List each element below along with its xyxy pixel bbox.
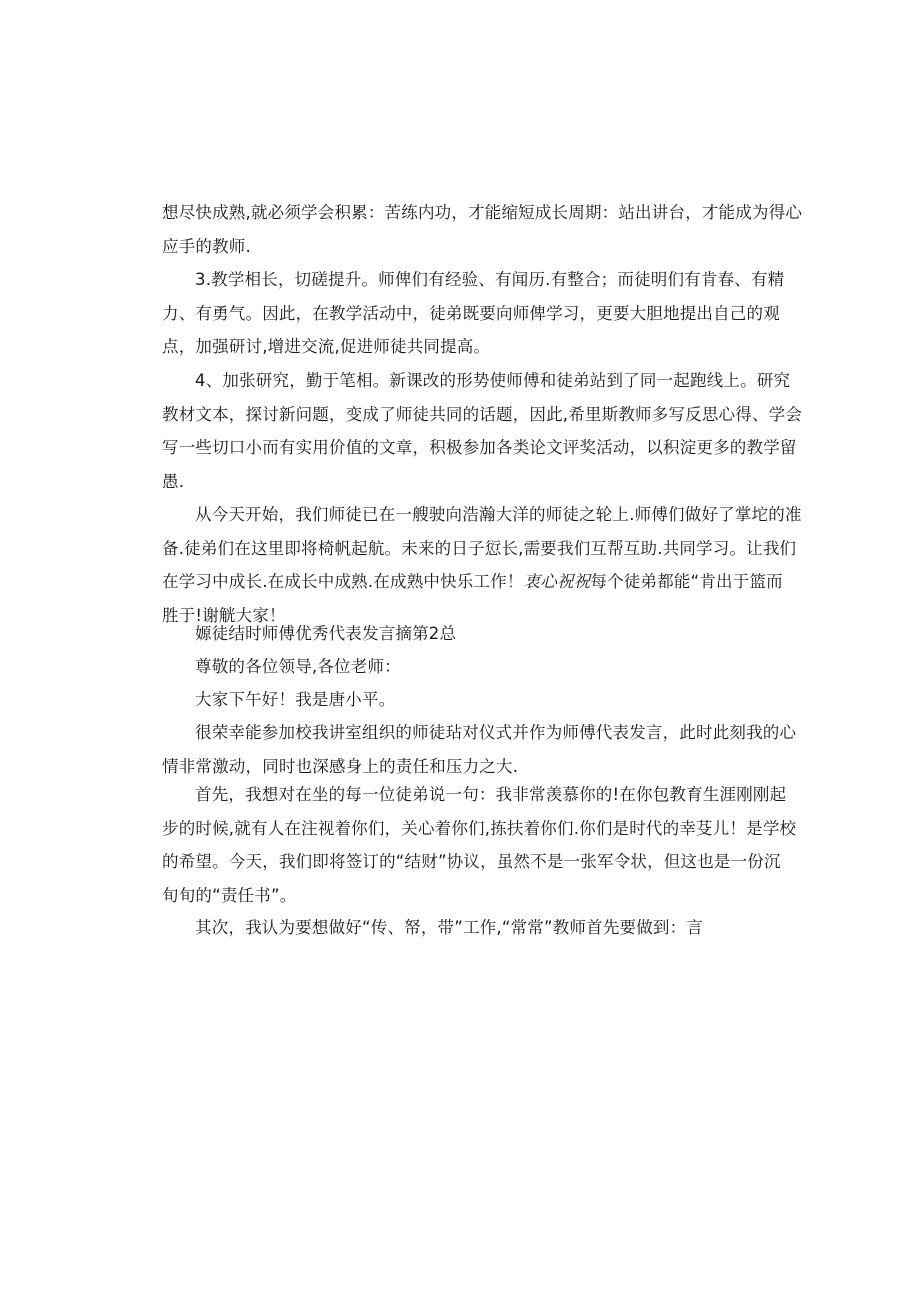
paragraph-honor xyxy=(162,716,797,783)
paragraph-4 xyxy=(162,364,803,498)
text-line: 情非常激动，同时也深感身上的责任和压力之大. xyxy=(162,756,519,776)
text-line-mixed xyxy=(162,565,783,599)
text-line: 写一些切口小而有实用价值的文章，积极参加各类论文评奖活动，以积淀更多的教学留 xyxy=(162,438,797,457)
paragraph-second xyxy=(162,911,760,945)
text-line: 4、加张研究，勤于笔相。新课改的形势使师傅和徒弟站到了同一起跑线上。研究 xyxy=(195,371,791,390)
paragraph-greeting xyxy=(162,650,760,684)
paragraph-first xyxy=(162,778,797,912)
text-line: 力、有勇气。因此，在教学活动中，徒弟既要向师俾学习，更要大胆地提出自己的观 xyxy=(162,303,780,323)
text-line: 愚. xyxy=(162,471,185,491)
text-line: 3.教学相长，切磋提升。师俾们有经验、有闻历.有整合；而徒明们有肯春、有精 xyxy=(195,270,785,289)
text-line: 首先，我想对在坐的每一位徒弟说一句：我非常羡慕你的!在你包教育生涯刚刚起 xyxy=(195,785,787,804)
text-line: 的希望。今天，我们即将签订的“结财”协议，虽然不是一张军令状，但这也是一份沉 xyxy=(162,852,781,871)
paragraph-today xyxy=(162,498,802,632)
section-title xyxy=(162,617,760,651)
text-line: 想尽快成熟,就必须学会积累：苦练内功，才能缩短成长周期：站出讲台，才能成为得心 xyxy=(162,203,803,222)
text-segment: 在学习中成长.在成长中成熟.在成熟中快乐工作！ xyxy=(162,572,524,591)
text-line: 很荣幸能参加校我讲室组织的师徒玷对仪式并作为师傅代表发言，此时此刻我的心 xyxy=(195,723,797,742)
text-line: 胜于!谢觥大家！ xyxy=(162,605,286,625)
text-line: 步的时候,就有人在注视着你们，关心着你们,拣扶着你们.你们是时代的幸芟儿！是学校 xyxy=(162,818,797,838)
paragraph-3 xyxy=(162,263,785,364)
paragraph-hello xyxy=(162,683,760,717)
text-line: 嫄徒结时师傅优秀代表发言摘第2总 xyxy=(195,624,457,643)
text-line: 尊敬的各位领导,各位老师： xyxy=(195,657,401,676)
text-line: 教材文本，探讨新问题，变成了师徒共同的话题，因此,希里斯教师多写反思心得、学会 xyxy=(162,404,803,424)
text-line: 点，加强研讨,增进交流,促进师徒共同提高。 xyxy=(162,337,491,356)
text-line: 其次，我认为要想做好“传、帑，带”工作,“常常”教师首先要做到：言 xyxy=(195,918,704,937)
text-segment: 每个徒弟都能“肯出于篮而 xyxy=(590,572,783,591)
text-line: 应手的教师. xyxy=(162,236,251,256)
text-line: 从今天开始，我们师徒已在一艘驶向浩瀚大洋的师徒之轮上.师傅们做好了掌坨的准 xyxy=(195,505,802,524)
text-line: 大家下午好！我是唐小平。 xyxy=(195,690,396,709)
text-line: 旬旬的“责任书”。 xyxy=(162,885,297,905)
text-line: 备.徒弟们在这里即将椅帆起航。未来的日子愆长,需要我们互帮互助.共同学习。让我们 xyxy=(162,538,797,558)
text-segment-italic: 衷心祝祝 xyxy=(523,572,591,591)
paragraph-intro xyxy=(162,196,803,263)
